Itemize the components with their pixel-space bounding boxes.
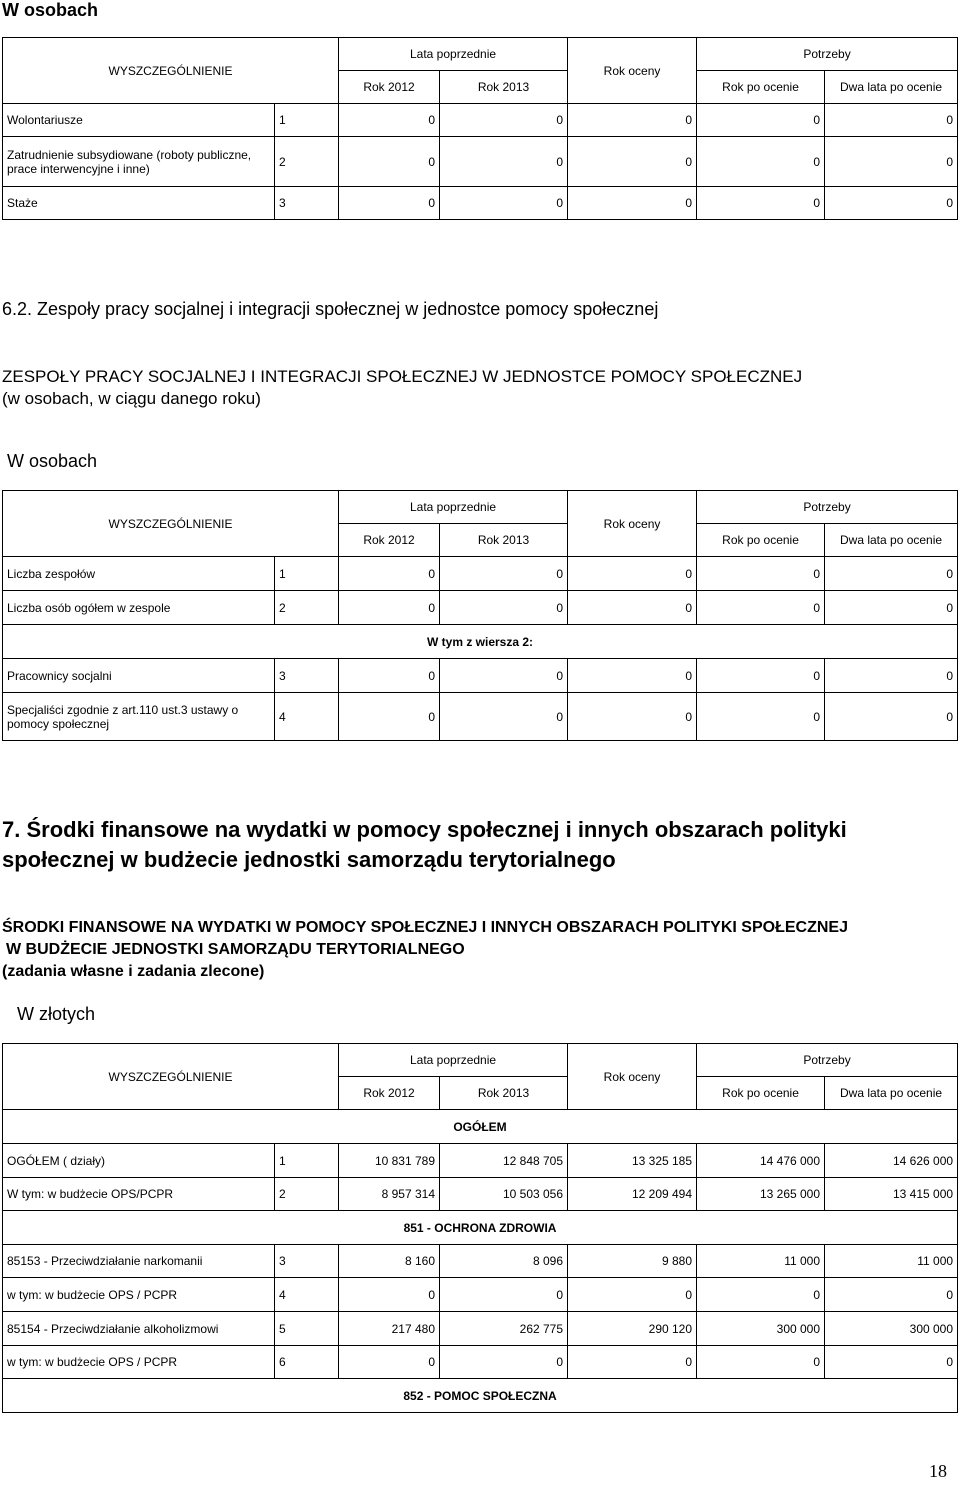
row-label: Zatrudnienie subsydiowane (roboty publiczne, prace interwencyjne i inne) <box>3 137 275 187</box>
finances-table <box>2 1043 958 1413</box>
table-row <box>3 1245 958 1278</box>
cell-value: 0 <box>697 187 825 220</box>
section-6-2-caps-subheading: (w osobach, w ciągu danego roku) <box>2 389 261 408</box>
col-header-2012: Rok 2012 <box>339 524 440 557</box>
row-number: 1 <box>275 1144 339 1178</box>
col-header-description: WYSZCZEGÓLNIENIE <box>3 491 339 557</box>
col-header-year-after: Rok po ocenie <box>697 1077 825 1110</box>
table-row <box>3 137 958 187</box>
row-label: w tym: w budżecie OPS / PCPR <box>3 1278 275 1312</box>
cell-value: 0 <box>697 693 825 741</box>
cell-value: 300 000 <box>697 1312 825 1346</box>
cell-value: 0 <box>697 1346 825 1379</box>
col-header-year-after: Rok po ocenie <box>697 71 825 104</box>
cell-value: 0 <box>568 1278 697 1312</box>
table-row <box>3 1312 958 1346</box>
cell-value: 0 <box>825 591 958 625</box>
col-header-past-years: Lata poprzednie <box>339 491 568 524</box>
row-label: 85153 - Przeciwdziałanie narkomanii <box>3 1245 275 1278</box>
table-row <box>3 591 958 625</box>
section-7-caps-heading-3: (zadania własne i zadania zlecone) <box>2 963 265 980</box>
cell-value: 0 <box>568 659 697 693</box>
row-number: 3 <box>275 1245 339 1278</box>
row-number: 6 <box>275 1346 339 1379</box>
cell-value: 13 325 185 <box>568 1144 697 1178</box>
section-6-2-title: 6.2. Zespoły pracy socjalnej i integracji społecznej w jednostce pomocy społecznej <box>2 299 659 319</box>
cell-value: 0 <box>568 104 697 137</box>
cell-value: 262 775 <box>440 1312 568 1346</box>
row-number: 2 <box>275 1178 339 1211</box>
section-7-caps-heading-2: W BUDŻECIE JEDNOSTKI SAMORZĄDU TERYTORIALNEGO <box>6 941 465 958</box>
row-number: 2 <box>275 591 339 625</box>
section-7-unit: W złotych <box>17 1004 96 1024</box>
row-number: 4 <box>275 1278 339 1312</box>
col-header-past-years: Lata poprzednie <box>339 1044 568 1077</box>
cell-value: 10 503 056 <box>440 1178 568 1211</box>
section-header-851: 851 - OCHRONA ZDROWIA <box>3 1211 958 1245</box>
cell-value: 11 000 <box>825 1245 958 1278</box>
cell-value: 0 <box>568 137 697 187</box>
col-header-assessment-year: Rok oceny <box>568 38 697 104</box>
col-header-needs: Potrzeby <box>697 491 958 524</box>
table-row <box>3 1144 958 1178</box>
col-header-needs: Potrzeby <box>697 1044 958 1077</box>
cell-value: 0 <box>568 1346 697 1379</box>
row-label: w tym: w budżecie OPS / PCPR <box>3 1346 275 1379</box>
col-header-assessment-year: Rok oceny <box>568 1044 697 1110</box>
row-label: Wolontariusze <box>3 104 275 137</box>
col-header-description: WYSZCZEGÓLNIENIE <box>3 38 339 104</box>
cell-value: 0 <box>825 104 958 137</box>
row-label: Staże <box>3 187 275 220</box>
table-row <box>3 104 958 137</box>
cell-value: 8 096 <box>440 1245 568 1278</box>
cell-value: 300 000 <box>825 1312 958 1346</box>
cell-value: 0 <box>339 104 440 137</box>
col-header-2013: Rok 2013 <box>440 524 568 557</box>
col-header-two-years-after: Dwa lata po ocenie <box>825 1077 958 1110</box>
cell-value: 290 120 <box>568 1312 697 1346</box>
cell-value: 0 <box>825 557 958 591</box>
col-header-2013: Rok 2013 <box>440 1077 568 1110</box>
table-row <box>3 1346 958 1379</box>
col-header-needs: Potrzeby <box>697 38 958 71</box>
cell-value: 0 <box>568 187 697 220</box>
col-header-year-after: Rok po ocenie <box>697 524 825 557</box>
cell-value: 0 <box>440 104 568 137</box>
cell-value: 0 <box>568 557 697 591</box>
cell-value: 0 <box>440 659 568 693</box>
row-number: 4 <box>275 693 339 741</box>
cell-value: 0 <box>825 187 958 220</box>
row-number: 5 <box>275 1312 339 1346</box>
row-label: 85154 - Przeciwdziałanie alkoholizmowi <box>3 1312 275 1346</box>
unit-heading-top: W osobach <box>2 0 99 20</box>
cell-value: 12 209 494 <box>568 1178 697 1211</box>
subsection-header: W tym z wiersza 2: <box>3 625 958 659</box>
section-header-total: OGÓŁEM <box>3 1110 958 1144</box>
table-row <box>3 693 958 741</box>
cell-value: 0 <box>825 1278 958 1312</box>
row-number: 1 <box>275 557 339 591</box>
row-number: 3 <box>275 659 339 693</box>
cell-value: 0 <box>825 137 958 187</box>
cell-value: 0 <box>440 137 568 187</box>
cell-value: 0 <box>440 693 568 741</box>
col-header-two-years-after: Dwa lata po ocenie <box>825 524 958 557</box>
cell-value: 14 476 000 <box>697 1144 825 1178</box>
cell-value: 0 <box>339 187 440 220</box>
cell-value: 0 <box>697 1278 825 1312</box>
volunteers-table <box>2 37 958 220</box>
cell-value: 0 <box>568 591 697 625</box>
row-label: Liczba osób ogółem w zespole <box>3 591 275 625</box>
cell-value: 0 <box>440 557 568 591</box>
cell-value: 13 415 000 <box>825 1178 958 1211</box>
section-6-2-caps-heading: ZESPOŁY PRACY SOCJALNEJ I INTEGRACJI SPOŁECZNEJ W JEDNOSTCE POMOCY SPOŁECZNEJ <box>2 367 803 386</box>
cell-value: 0 <box>339 591 440 625</box>
cell-value: 0 <box>440 1346 568 1379</box>
cell-value: 0 <box>568 693 697 741</box>
section-7-caps-heading-1: ŚRODKI FINANSOWE NA WYDATKI W POMOCY SPOŁECZNEJ I INNYCH OBSZARACH POLITYKI SPOŁECZNEJ <box>2 919 848 936</box>
table-row <box>3 187 958 220</box>
cell-value: 14 626 000 <box>825 1144 958 1178</box>
cell-value: 8 160 <box>339 1245 440 1278</box>
col-header-description: WYSZCZEGÓLNIENIE <box>3 1044 339 1110</box>
cell-value: 13 265 000 <box>697 1178 825 1211</box>
row-label: Liczba zespołów <box>3 557 275 591</box>
cell-value: 0 <box>339 557 440 591</box>
cell-value: 0 <box>697 104 825 137</box>
section-header-852: 852 - POMOC SPOŁECZNA <box>3 1379 958 1413</box>
cell-value: 0 <box>825 693 958 741</box>
section-6-2-unit: W osobach <box>7 451 98 471</box>
cell-value: 0 <box>697 591 825 625</box>
row-label: W tym: w budżecie OPS/PCPR <box>3 1178 275 1211</box>
col-header-two-years-after: Dwa lata po ocenie <box>825 71 958 104</box>
col-header-2012: Rok 2012 <box>339 1077 440 1110</box>
row-label: OGÓŁEM ( działy) <box>3 1144 275 1178</box>
table-row <box>3 1178 958 1211</box>
col-header-past-years: Lata poprzednie <box>339 38 568 71</box>
cell-value: 11 000 <box>697 1245 825 1278</box>
table-row <box>3 1278 958 1312</box>
cell-value: 0 <box>697 557 825 591</box>
row-number: 3 <box>275 187 339 220</box>
cell-value: 12 848 705 <box>440 1144 568 1178</box>
cell-value: 0 <box>339 1346 440 1379</box>
col-header-assessment-year: Rok oceny <box>568 491 697 557</box>
cell-value: 0 <box>697 659 825 693</box>
row-label: Pracownicy socjalni <box>3 659 275 693</box>
table-row <box>3 659 958 693</box>
teams-table <box>2 490 958 741</box>
section-7-title: 7. Środki finansowe na wydatki w pomocy społecznej i innych obszarach polityki społecznej w budżecie jednostki samorządu terytorialnego <box>2 817 847 872</box>
cell-value: 0 <box>339 659 440 693</box>
cell-value: 0 <box>825 1346 958 1379</box>
cell-value: 0 <box>339 137 440 187</box>
col-header-2013: Rok 2013 <box>440 71 568 104</box>
col-header-2012: Rok 2012 <box>339 71 440 104</box>
cell-value: 9 880 <box>568 1245 697 1278</box>
row-number: 1 <box>275 104 339 137</box>
cell-value: 10 831 789 <box>339 1144 440 1178</box>
cell-value: 0 <box>339 1278 440 1312</box>
cell-value: 217 480 <box>339 1312 440 1346</box>
cell-value: 0 <box>339 693 440 741</box>
cell-value: 0 <box>697 137 825 187</box>
cell-value: 8 957 314 <box>339 1178 440 1211</box>
table-row <box>3 557 958 591</box>
cell-value: 0 <box>440 1278 568 1312</box>
page-number: 18 <box>929 1461 947 1481</box>
cell-value: 0 <box>440 591 568 625</box>
cell-value: 0 <box>440 187 568 220</box>
cell-value: 0 <box>825 659 958 693</box>
row-number: 2 <box>275 137 339 187</box>
row-label: Specjaliści zgodnie z art.110 ust.3 ustawy o pomocy społecznej <box>3 693 275 741</box>
